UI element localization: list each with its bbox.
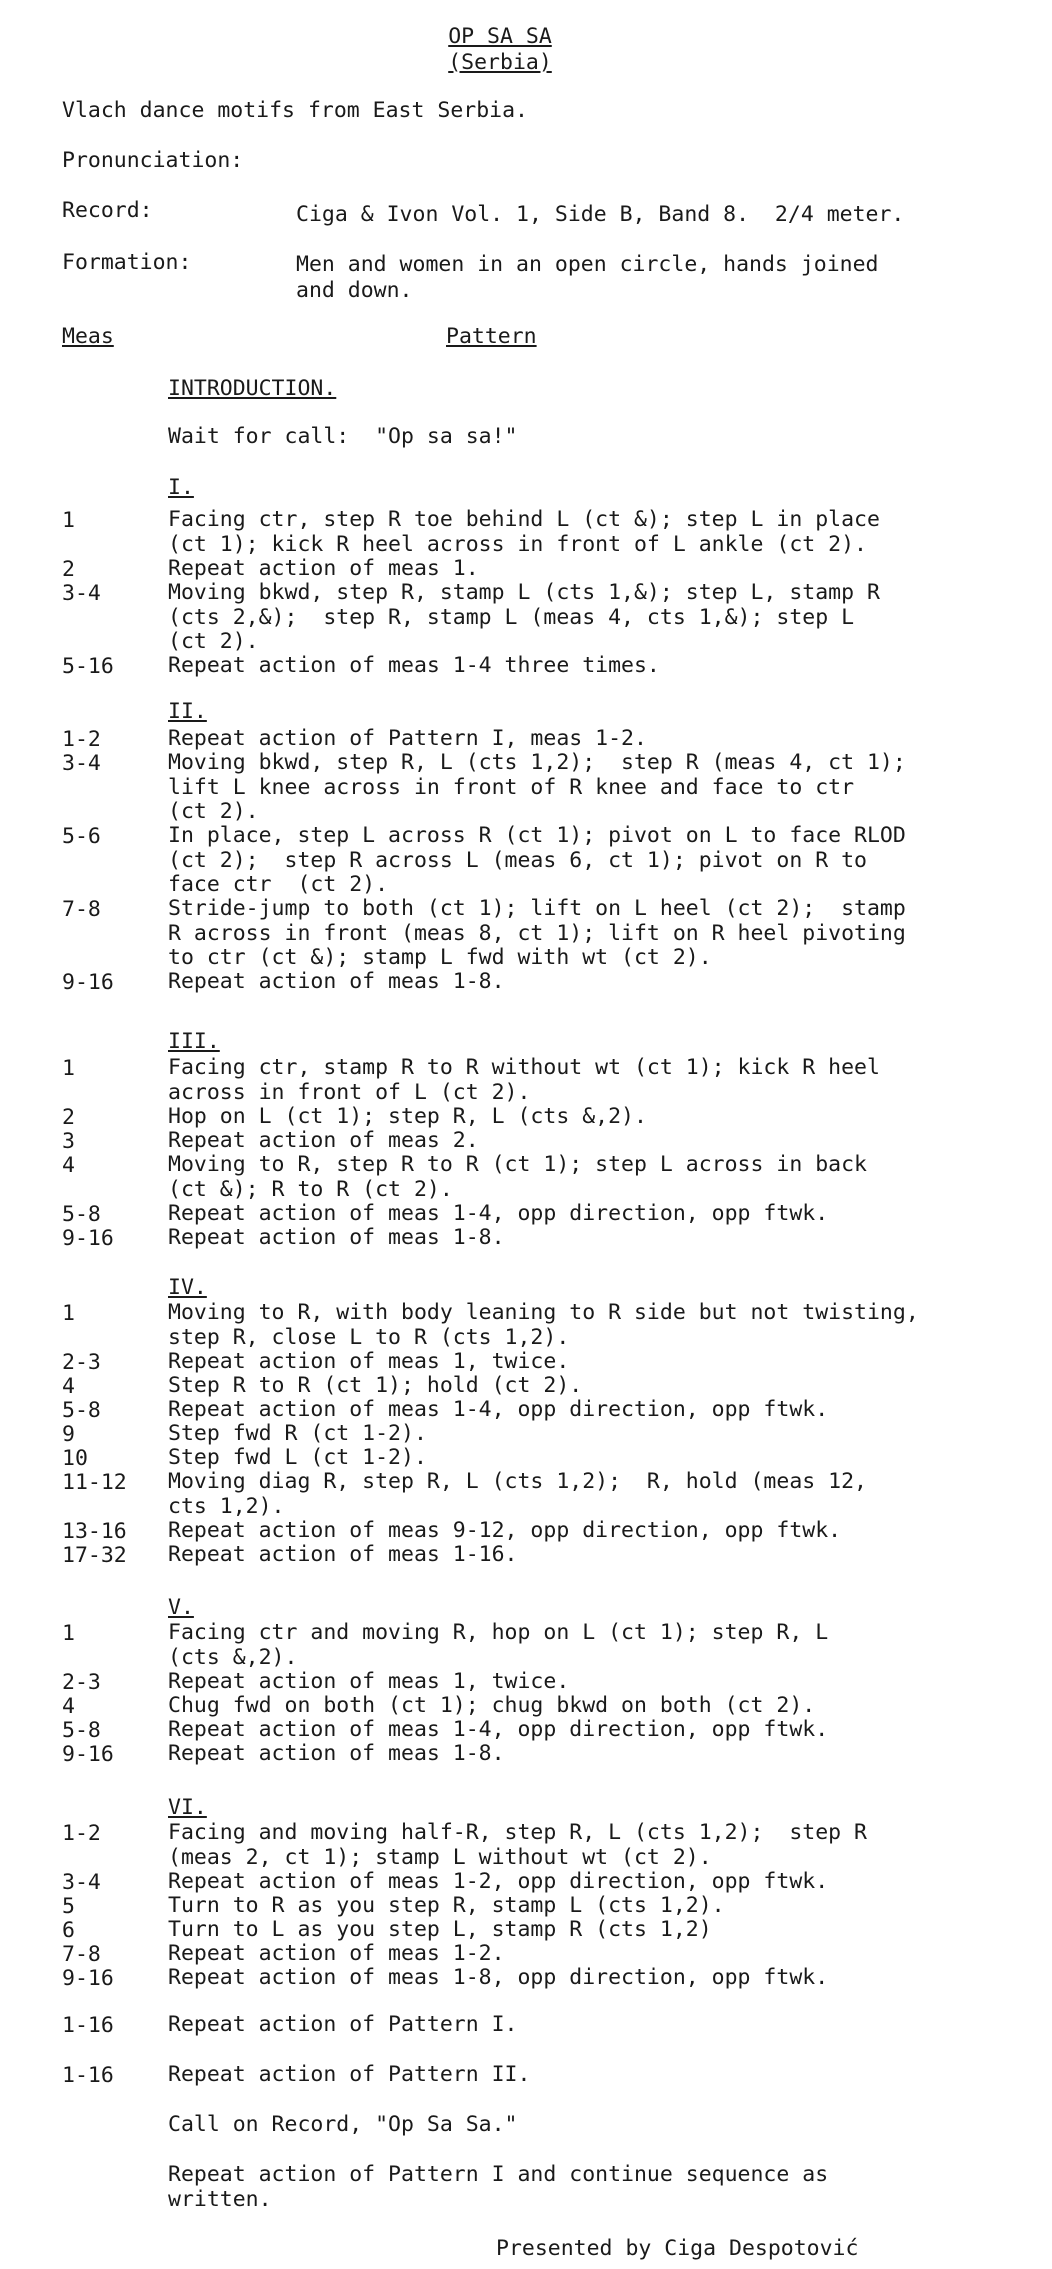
meas-number: 1-2 [62, 727, 101, 752]
introduction-text: Wait for call: "Op sa sa!" [168, 424, 518, 449]
meas-number: 3-4 [62, 1870, 101, 1895]
pattern-step: Repeat action of meas 1-8. [168, 969, 505, 994]
meas-number: 5-8 [62, 1398, 101, 1423]
introduction-heading: INTRODUCTION. [168, 376, 337, 401]
formation-label: Formation: [62, 250, 192, 275]
meas-number: 1-16 [62, 2063, 114, 2088]
meas-number: 3-4 [62, 751, 101, 776]
meas-number: 1-2 [62, 1821, 101, 1846]
column-header-pattern: Pattern [446, 324, 537, 349]
meas-number: 5-6 [62, 824, 101, 849]
pattern-step: Repeat action of meas 1-8. [168, 1225, 505, 1250]
section-heading: VI. [168, 1795, 207, 1820]
closing-step: Call on Record, "Op Sa Sa." [168, 2112, 518, 2137]
meas-number: 2-3 [62, 1350, 101, 1375]
pattern-step: Moving to R, step R to R (ct 1); step L across in back (ct &); R to R (ct 2). [168, 1152, 867, 1202]
record-value: Ciga & Ivon Vol. 1, Side B, Band 8. 2/4 meter. [296, 202, 905, 227]
pattern-step: Step R to R (ct 1); hold (ct 2). [168, 1373, 583, 1398]
meas-number: 17-32 [62, 1543, 127, 1568]
intro-text: Vlach dance motifs from East Serbia. [62, 98, 528, 123]
pattern-step: Repeat action of meas 1-16. [168, 1542, 518, 1567]
pattern-step: Repeat action of meas 2. [168, 1128, 479, 1153]
pattern-step: Repeat action of meas 9-12, opp direction, opp ftwk. [168, 1518, 842, 1543]
pattern-step: Repeat action of meas 1, twice. [168, 1669, 570, 1694]
pattern-step: Facing and moving half-R, step R, L (cts 1,2); step R (meas 2, ct 1); stamp L without wt (ct 2). [168, 1820, 867, 1870]
meas-number: 9 [62, 1422, 75, 1447]
section-heading: II. [168, 699, 207, 724]
meas-number: 4 [62, 1153, 75, 1178]
record-label: Record: [62, 198, 153, 223]
meas-number: 1-16 [62, 2013, 114, 2038]
closing-step: Repeat action of Pattern I. [168, 2012, 518, 2037]
meas-number: 5-16 [62, 654, 114, 679]
pattern-step: Repeat action of meas 1-4, opp direction, opp ftwk. [168, 1397, 829, 1422]
page-subtitle: (Serbia) [448, 50, 552, 75]
column-header-meas: Meas [62, 324, 114, 349]
meas-number: 5 [62, 1894, 75, 1919]
meas-number: 2 [62, 1105, 75, 1130]
pattern-step: Repeat action of meas 1, twice. [168, 1349, 570, 1374]
presented-by: Presented by Ciga Despotović [496, 2236, 859, 2261]
pattern-step: Step fwd L (ct 1-2). [168, 1445, 427, 1470]
meas-number: 1 [62, 508, 75, 533]
pattern-step: Moving bkwd, step R, L (cts 1,2); step R (meas 4, ct 1); lift L knee across in front of R knee and face to ctr (ct 2). [168, 750, 906, 824]
section-heading: III. [168, 1029, 220, 1054]
meas-number: 2-3 [62, 1670, 101, 1695]
section-heading: I. [168, 475, 194, 500]
pattern-step: Moving bkwd, step R, stamp L (cts 1,&); step L, stamp R (cts 2,&); step R, stamp L (meas 4, cts 1,&); step L (ct 2). [168, 580, 880, 654]
closing-step: Repeat action of Pattern I and continue sequence as written. [168, 2162, 829, 2212]
pattern-step: Repeat action of meas 1-8, opp direction, opp ftwk. [168, 1965, 829, 1990]
pattern-step: Repeat action of Pattern I, meas 1-2. [168, 726, 647, 751]
pattern-step: Repeat action of meas 1. [168, 556, 479, 581]
meas-number: 3 [62, 1129, 75, 1154]
pattern-step: Stride-jump to both (ct 1); lift on L heel (ct 2); stamp R across in front (meas 8, ct 1); lift on R heel pivoting to ctr (ct &); stamp L fwd with wt (ct 2). [168, 896, 906, 970]
section-heading: IV. [168, 1275, 207, 1300]
pattern-step: Repeat action of meas 1-4, opp direction, opp ftwk. [168, 1717, 829, 1742]
pattern-step: Chug fwd on both (ct 1); chug bkwd on both (ct 2). [168, 1693, 816, 1718]
meas-number: 6 [62, 1918, 75, 1943]
pattern-step: Repeat action of meas 1-4, opp direction, opp ftwk. [168, 1201, 829, 1226]
meas-number: 1 [62, 1056, 75, 1081]
meas-number: 9-16 [62, 1966, 114, 1991]
pattern-step: Turn to L as you step L, stamp R (cts 1,2) [168, 1917, 712, 1942]
pattern-step: Repeat action of meas 1-2, opp direction, opp ftwk. [168, 1869, 829, 1894]
pattern-step: Repeat action of meas 1-8. [168, 1741, 505, 1766]
pattern-step: In place, step L across R (ct 1); pivot on L to face RLOD (ct 2); step R across L (meas 6, ct 1); pivot on R to face ctr (ct 2). [168, 823, 906, 897]
meas-number: 2 [62, 557, 75, 582]
meas-number: 9-16 [62, 1742, 114, 1767]
pattern-step: Moving diag R, step R, L (cts 1,2); R, hold (meas 12, cts 1,2). [168, 1469, 867, 1519]
meas-number: 9-16 [62, 1226, 114, 1251]
pattern-step: Repeat action of meas 1-2. [168, 1941, 505, 1966]
meas-number: 11-12 [62, 1470, 127, 1495]
pattern-step: Hop on L (ct 1); step R, L (cts &,2). [168, 1104, 647, 1129]
meas-number: 10 [62, 1446, 88, 1471]
page-title: OP SA SA [448, 24, 552, 49]
section-heading: V. [168, 1595, 194, 1620]
pronunciation-label: Pronunciation: [62, 148, 244, 173]
pattern-step: Facing ctr, step R toe behind L (ct &); step L in place (ct 1); kick R heel across in front of L ankle (ct 2). [168, 507, 880, 557]
pattern-step: Repeat action of meas 1-4 three times. [168, 653, 660, 678]
pattern-step: Turn to R as you step R, stamp L (cts 1,2). [168, 1893, 725, 1918]
meas-number: 4 [62, 1694, 75, 1719]
meas-number: 1 [62, 1621, 75, 1646]
closing-step: Repeat action of Pattern II. [168, 2062, 531, 2087]
meas-number: 13-16 [62, 1519, 127, 1544]
meas-number: 3-4 [62, 581, 101, 606]
meas-number: 5-8 [62, 1202, 101, 1227]
meas-number: 4 [62, 1374, 75, 1399]
meas-number: 5-8 [62, 1718, 101, 1743]
meas-number: 7-8 [62, 897, 101, 922]
pattern-step: Facing ctr and moving R, hop on L (ct 1); step R, L (cts &,2). [168, 1620, 829, 1670]
pattern-step: Step fwd R (ct 1-2). [168, 1421, 427, 1446]
meas-number: 1 [62, 1301, 75, 1326]
formation-value: Men and women in an open circle, hands joined and down. [296, 252, 879, 303]
pattern-step: Moving to R, with body leaning to R side but not twisting, step R, close L to R (cts 1,2). [168, 1300, 919, 1350]
meas-number: 7-8 [62, 1942, 101, 1967]
meas-number: 9-16 [62, 970, 114, 995]
pattern-step: Facing ctr, stamp R to R without wt (ct 1); kick R heel across in front of L (ct 2). [168, 1055, 880, 1105]
